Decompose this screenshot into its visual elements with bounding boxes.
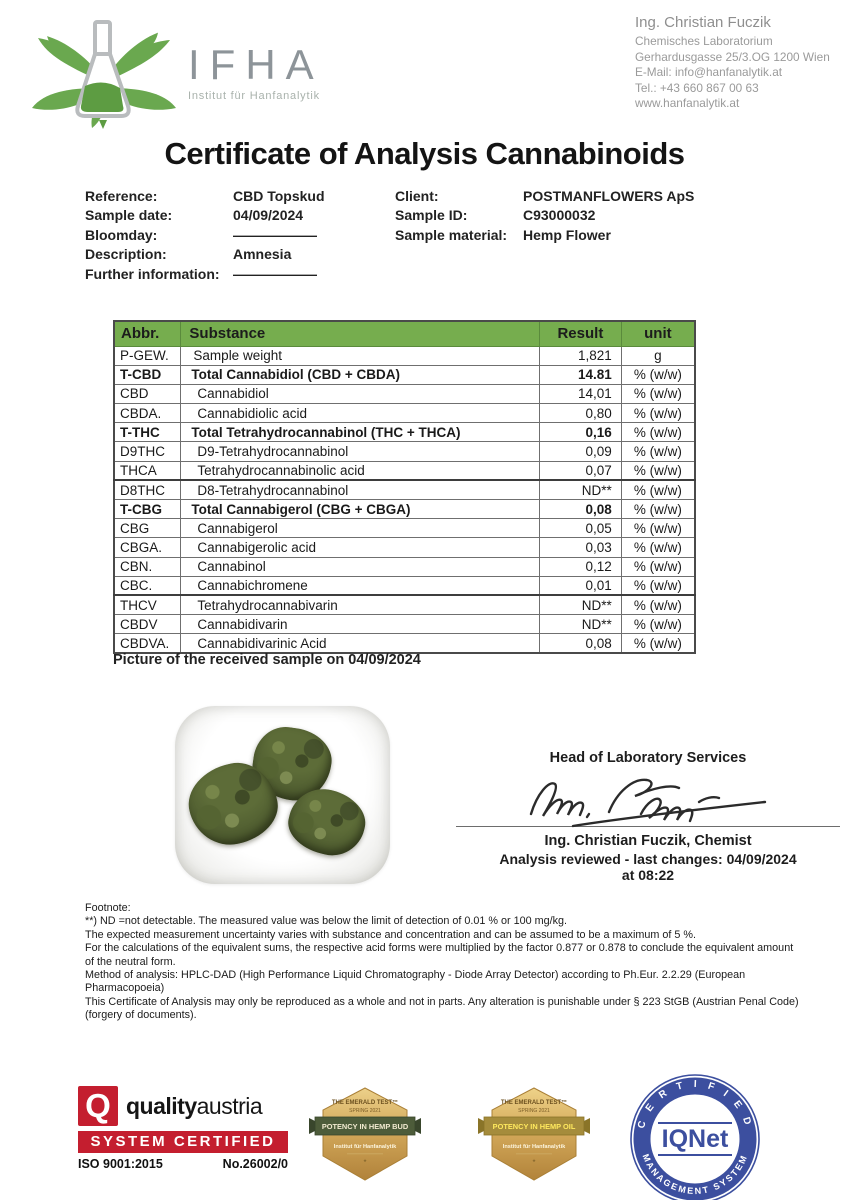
table-cell: 14,01	[540, 384, 622, 403]
table-cell: P-GEW.	[114, 346, 181, 365]
table-row	[114, 615, 695, 634]
signature-line	[456, 826, 840, 827]
signature-title: Head of Laboratory Services	[549, 750, 747, 766]
table-row	[114, 500, 695, 519]
svg-text:IQNet: IQNet	[661, 1125, 729, 1153]
table-cell: CBDA.	[114, 404, 181, 423]
table-cell: Cannabigerol	[181, 519, 540, 538]
table-cell: 0,12	[540, 557, 622, 576]
svg-text:Institut für Hanfanalytik: Institut für Hanfanalytik	[502, 1144, 566, 1150]
info-row	[395, 206, 694, 226]
svg-text:★: ★	[532, 1158, 536, 1163]
info-row	[85, 245, 325, 265]
footnote-line: For the calculations of the equivalent sums, the respective acid forms were multiplied by the factor 0.877 or 0.878 to conclude the equivalent amount of the neutral form.	[85, 942, 794, 968]
table-cell: THCV	[114, 595, 181, 614]
table-row	[114, 557, 695, 576]
table-cell: CBN.	[114, 557, 181, 576]
contact-line: Gerhardusgasse 25/3.OG 1200 Wien	[635, 49, 830, 64]
svg-text:SPRING 2021: SPRING 2021	[349, 1108, 381, 1114]
table-cell: Cannabinol	[181, 557, 540, 576]
certificate-number: No.26002/0	[222, 1157, 288, 1171]
info-row	[85, 186, 325, 206]
review-note: Analysis reviewed - last changes: 04/09/2024	[499, 851, 797, 867]
info-row	[85, 264, 325, 284]
svg-text:C E R T I F I E D: C E R T I F I E D	[636, 1078, 754, 1130]
info-label: Sample material:	[395, 226, 508, 243]
table-cell: ND**	[540, 615, 622, 634]
table-row	[114, 634, 695, 653]
quality-austria-q-icon: Q	[78, 1086, 118, 1126]
quality-austria-brand: qualityaustria	[126, 1092, 263, 1119]
emerald-test-bud-badge	[299, 1086, 431, 1191]
table-cell: ND**	[540, 595, 622, 614]
table-header-row	[114, 321, 695, 346]
table-cell: % (w/w)	[621, 538, 695, 557]
signature-icon	[513, 768, 783, 830]
table-cell: Cannabidivarin	[181, 615, 540, 634]
table-cell: 0,08	[540, 500, 622, 519]
table-cell: % (w/w)	[621, 461, 695, 480]
table-cell: % (w/w)	[621, 595, 695, 614]
col-header-result: Result	[540, 321, 622, 346]
info-row	[395, 225, 694, 245]
table-cell: D9-Tetrahydrocannabinol	[181, 442, 540, 461]
picture-caption: Picture of the received sample on 04/09/2024	[113, 652, 421, 668]
quality-austria-badge	[78, 1086, 288, 1171]
table-row	[114, 442, 695, 461]
col-header-substance: Substance	[181, 321, 540, 346]
footnote-lines	[85, 915, 801, 1022]
svg-text:THE EMERALD TEST™: THE EMERALD TEST™	[500, 1100, 568, 1106]
table-cell: T-CBG	[114, 500, 181, 519]
table-cell: Sample weight	[181, 346, 540, 365]
svg-text:POTENCY IN HEMP OIL: POTENCY IN HEMP OIL	[492, 1122, 576, 1131]
table-cell: % (w/w)	[621, 480, 695, 499]
contact-line: www.hanfanalytik.at	[635, 96, 740, 110]
contact-name: Ing. Christian Fuczik	[635, 14, 771, 31]
svg-text:THE EMERALD TEST™: THE EMERALD TEST™	[331, 1100, 399, 1106]
contact-line: E-Mail: info@hanfanalytik.at	[635, 65, 783, 79]
footnote-line: This Certificate of Analysis may only be reproduced as a whole and not in parts. Any alteration is punishable under § 223 StGB (Austrian Penal Code) (forgery of documents).	[85, 995, 799, 1022]
iqnet-badge	[626, 1070, 764, 1200]
table-cell: Cannabidivarinic Acid	[181, 634, 540, 653]
info-label: Description:	[85, 246, 167, 263]
results-table	[113, 320, 696, 654]
info-row	[395, 186, 694, 206]
col-header-unit: unit	[621, 321, 695, 346]
table-row	[114, 576, 695, 595]
table-row	[114, 423, 695, 442]
table-cell: % (w/w)	[621, 365, 695, 384]
system-certified-bar: SYSTEM CERTIFIED	[78, 1131, 288, 1153]
info-label: Sample date:	[85, 207, 173, 224]
info-label: Bloomday:	[85, 226, 158, 243]
table-cell: % (w/w)	[621, 615, 695, 634]
footnote-line: **) ND =not detectable. The measured value was below the limit of detection of 0.01 % or 100 mg/kg.	[85, 915, 568, 928]
info-value: 04/09/2024	[233, 207, 304, 224]
emerald-test-oil-badge	[468, 1086, 600, 1191]
sample-photo	[175, 706, 390, 884]
table-cell: % (w/w)	[621, 519, 695, 538]
table-cell: Tetrahydrocannabivarin	[181, 595, 540, 614]
info-value: POSTMANFLOWERS ApS	[523, 187, 695, 204]
info-row	[85, 206, 325, 226]
table-cell: Cannabigerolic acid	[181, 538, 540, 557]
table-cell: 0,08	[540, 634, 622, 653]
review-time: at 08:22	[621, 867, 675, 883]
table-cell: 0,07	[540, 461, 622, 480]
table-cell: Total Cannabigerol (CBG + CBGA)	[181, 500, 540, 519]
logo-subtitle: Institut für Hanfanalytik	[188, 90, 320, 102]
table-cell: Total Cannabidiol (CBD + CBDA)	[181, 365, 540, 384]
info-column-left	[85, 186, 325, 284]
table-cell: Tetrahydrocannabinolic acid	[181, 461, 540, 480]
svg-text:★: ★	[363, 1158, 367, 1163]
table-cell: % (w/w)	[621, 404, 695, 423]
footnote-title: Footnote:	[85, 902, 131, 914]
iso-number: ISO 9001:2015	[78, 1157, 163, 1171]
logo-brand: IFHA	[188, 41, 324, 88]
page-title: Certificate of Analysis Cannabinoids	[164, 136, 685, 171]
table-cell: Total Tetrahydrocannabinol (THC + THCA)	[181, 423, 540, 442]
info-column-right	[395, 186, 694, 245]
svg-text:MANAGEMENT SYSTEM: MANAGEMENT SYSTEM	[640, 1152, 750, 1197]
table-cell: 0,09	[540, 442, 622, 461]
emerald-bud-badge-icon	[299, 1086, 431, 1186]
table-cell: g	[621, 346, 695, 365]
info-label: Reference:	[85, 187, 158, 204]
table-cell: % (w/w)	[621, 634, 695, 653]
table-cell: Cannabidiolic acid	[181, 404, 540, 423]
table-cell: CBC.	[114, 576, 181, 595]
ifha-logo	[28, 14, 324, 129]
info-label: Sample ID:	[395, 207, 468, 224]
info-value: ——————	[233, 265, 317, 282]
table-cell: % (w/w)	[621, 557, 695, 576]
col-header-abbr: Abbr.	[114, 321, 181, 346]
table-cell: CBDVA.	[114, 634, 181, 653]
table-cell: 1,821	[540, 346, 622, 365]
table-cell: 14.81	[540, 365, 622, 384]
table-cell: D8THC	[114, 480, 181, 499]
table-row	[114, 595, 695, 614]
info-label: Client:	[395, 187, 439, 204]
table-cell: % (w/w)	[621, 423, 695, 442]
table-cell: Cannabichromene	[181, 576, 540, 595]
lab-contact-block	[635, 14, 830, 112]
hemp-leaf-flask-icon	[28, 14, 178, 129]
table-row	[114, 365, 695, 384]
table-cell: 0,05	[540, 519, 622, 538]
contact-line: Chemisches Laboratorium	[635, 34, 773, 48]
table-cell: T-CBD	[114, 365, 181, 384]
info-value: Hemp Flower	[523, 226, 611, 243]
table-cell: CBD	[114, 384, 181, 403]
footnote-line: Method of analysis: HPLC-DAD (High Performance Liquid Chromatography - Diode Array Detector) according to Ph.Eur. 2.2.29 (European Pharmacopoeia)	[85, 969, 746, 995]
table-cell: % (w/w)	[621, 500, 695, 519]
footnote-line: The expected measurement uncertainty varies with substance and concentration and can be assumed to be a maximum of 5 %.	[85, 928, 696, 941]
table-row	[114, 480, 695, 499]
table-row	[114, 384, 695, 403]
signature-block	[452, 750, 844, 883]
svg-text:Institut für Hanfanalytik: Institut für Hanfanalytik	[333, 1144, 397, 1150]
table-cell: Cannabidiol	[181, 384, 540, 403]
table-cell: CBDV	[114, 615, 181, 634]
footnote-block	[85, 902, 801, 1023]
table-cell: CBGA.	[114, 538, 181, 557]
table-cell: % (w/w)	[621, 442, 695, 461]
table-cell: ND**	[540, 480, 622, 499]
table-cell: 0,16	[540, 423, 622, 442]
table-cell: % (w/w)	[621, 576, 695, 595]
table-cell: D8-Tetrahydrocannabinol	[181, 480, 540, 499]
table-cell: 0,80	[540, 404, 622, 423]
info-value: CBD Topskud	[233, 187, 325, 204]
svg-text:POTENCY IN HEMP BUD: POTENCY IN HEMP BUD	[321, 1122, 409, 1131]
table-cell: THCA	[114, 461, 181, 480]
info-row	[85, 225, 325, 245]
info-value: Amnesia	[233, 246, 292, 263]
svg-text:SPRING 2021: SPRING 2021	[518, 1108, 550, 1114]
info-value: ——————	[233, 226, 317, 243]
table-row	[114, 461, 695, 480]
contact-line: Tel.: +43 660 867 00 63	[635, 80, 759, 95]
table-cell: CBG	[114, 519, 181, 538]
emerald-oil-badge-icon	[468, 1086, 600, 1186]
info-value: C93000032	[523, 207, 596, 224]
table-row	[114, 346, 695, 365]
table-cell: T-THC	[114, 423, 181, 442]
table-row	[114, 519, 695, 538]
signer-name: Ing. Christian Fuczik, Chemist	[544, 833, 752, 849]
table-row	[114, 538, 695, 557]
table-cell: % (w/w)	[621, 384, 695, 403]
table-cell: 0,03	[540, 538, 622, 557]
table-cell: D9THC	[114, 442, 181, 461]
contact-lines	[635, 34, 830, 112]
iqnet-badge-icon	[626, 1070, 764, 1200]
table-cell: 0,01	[540, 576, 622, 595]
table-row	[114, 404, 695, 423]
info-label: Further information:	[85, 265, 220, 282]
